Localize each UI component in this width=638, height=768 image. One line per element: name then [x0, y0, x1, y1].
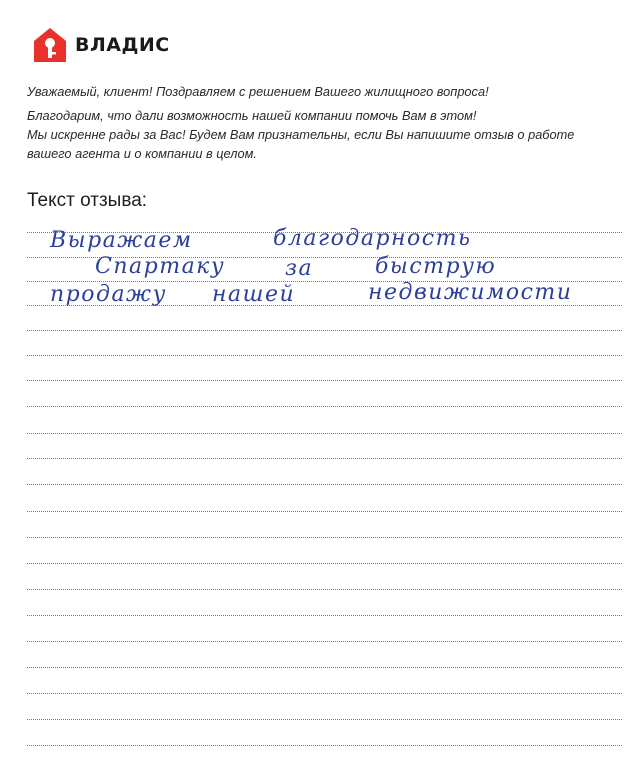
- handwritten-word: продажу: [50, 282, 167, 307]
- handwritten-word: Выражаем: [50, 228, 193, 253]
- intro-congratulation: Уважаемый, клиент! Поздравляем с решением Вашего жилищного вопроса!: [27, 84, 489, 99]
- handwritten-word: недвижимости: [368, 280, 573, 305]
- handwritten-word: Спартаку: [95, 254, 226, 279]
- handwritten-word: быструю: [375, 254, 497, 279]
- intro-request: Мы искренне рады за Вас! Будем Вам признательны, если Вы напишите отзыв о работе вашего агента и о компании в целом.: [27, 127, 575, 161]
- intro-thanks: Благодарим, что дали возможность нашей компании помочь Вам в этом!: [27, 108, 477, 123]
- handwritten-word: за: [285, 256, 314, 281]
- review-title: Текст отзыва:: [27, 190, 148, 211]
- company-name: ВЛАДИС: [75, 34, 170, 56]
- handwritten-word: благодарность: [273, 226, 472, 251]
- handwritten-word: нашей: [212, 282, 296, 307]
